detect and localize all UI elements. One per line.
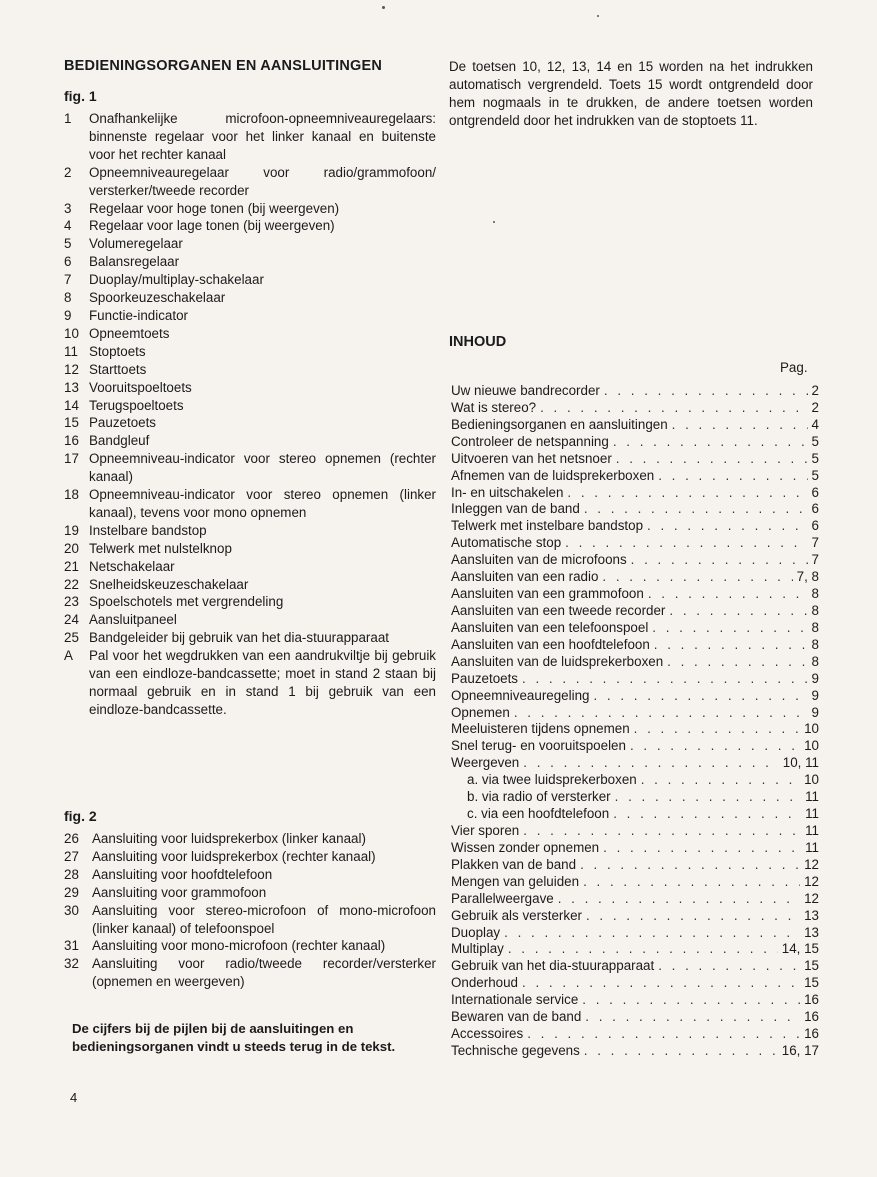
toc-page-number: 12 (804, 873, 819, 889)
toc-entry-label: Afnemen van de luidsprekerboxen (451, 467, 655, 483)
item-number: 17 (64, 451, 79, 467)
toc-page-number: 11 (805, 839, 819, 855)
toc-leader-dots (567, 485, 807, 502)
list-item (64, 629, 436, 647)
toc-entry-label: Uw nieuwe bandrecorder (451, 383, 600, 398)
list-item (64, 955, 436, 991)
toc-entry-label: Meeluisteren tijdens opnemen (451, 721, 630, 737)
toc-page-number: 4 (811, 416, 819, 432)
item-text: Snelheidskeuzeschakelaar (89, 576, 249, 592)
toc-row (451, 908, 819, 925)
toc-leader-dots (527, 1026, 800, 1043)
item-text: Opneemniveau-indicator voor stereo opnemen (linker kanaal), tevens voor mono opnemen (89, 487, 436, 520)
item-text: Aansluiting voor mono-microfoon (rechter kanaal) (92, 938, 386, 954)
toc-page-number: 10 (804, 738, 819, 754)
toc-entry-label: Aansluiten van een tweede recorder (451, 602, 666, 618)
toc-page-number: 5 (811, 433, 819, 449)
toc-leader-dots (667, 654, 807, 671)
list-item (64, 558, 436, 576)
toc-entry-label: Vier sporen (451, 822, 520, 838)
toc-leader-dots (585, 1009, 800, 1026)
toc-page-number: 6 (811, 501, 819, 517)
list-item (64, 397, 436, 415)
toc-page-number: 6 (811, 484, 819, 500)
toc-row (451, 806, 819, 823)
toc-page-number: 8 (811, 602, 819, 618)
item-number: 27 (64, 848, 79, 864)
toc-page-number: 2 (811, 399, 819, 415)
toc-leader-dots (648, 586, 808, 603)
toc-leader-dots (672, 417, 808, 434)
item-number: 26 (64, 831, 79, 846)
toc-leader-dots (658, 958, 800, 975)
toc-row (451, 654, 819, 671)
item-text: Regelaar voor hoge tonen (bij weergeven) (89, 200, 340, 216)
toc-leader-dots (615, 789, 801, 806)
toc-row (451, 941, 819, 958)
toc-entry-label: Onderhoud (451, 975, 519, 991)
toc-page-number: 8 (811, 619, 819, 635)
toc-page-number: 15 (804, 975, 819, 991)
item-number: 1 (64, 111, 72, 126)
toc-row (451, 620, 819, 637)
item-number: 25 (64, 630, 79, 646)
item-number: 6 (64, 254, 72, 270)
fig2-section (64, 808, 436, 991)
toc-leader-dots (583, 874, 800, 891)
item-number: 29 (64, 884, 79, 900)
item-number: A (64, 648, 73, 664)
list-item (64, 576, 436, 594)
item-text: Instelbare bandstop (89, 522, 207, 538)
toc-page-number: 7 (811, 535, 819, 551)
list-item (64, 200, 436, 218)
item-number: 13 (64, 379, 79, 395)
toc-leader-dots (540, 400, 807, 417)
toc-page-number: 5 (811, 467, 819, 483)
toc-row (451, 637, 819, 654)
item-number: 14 (64, 397, 79, 413)
toc-entry-label: Mengen van geluiden (451, 873, 580, 889)
toc-entry-label: Weergeven (451, 755, 520, 771)
toc-leader-dots (634, 721, 800, 738)
toc-page-number: 11 (805, 822, 819, 838)
item-text: Volumeregelaar (89, 236, 183, 252)
toc-row (451, 1043, 819, 1060)
toc-page-header: Pag. (780, 360, 808, 375)
fig2-label: fig. 2 (64, 808, 97, 824)
toc-leader-dots (652, 620, 807, 637)
item-number: 19 (64, 522, 79, 538)
toc-row (451, 688, 819, 705)
intro-paragraph: De toetsen 10, 12, 13, 14 en 15 worden na het indrukken automatisch vergrendeld. Toets 15 wordt ontgrendeld door hem nogmaals in te drukken, de andere toetsen worden ontgrendeld door het indrukken van de stoptoets 11. (449, 59, 813, 128)
item-text: Aansluiting voor luidsprekerbox (rechter kanaal) (92, 848, 376, 864)
item-number: 30 (64, 902, 79, 918)
toc-leader-dots (514, 705, 808, 722)
toc-entry-label: Opneemniveauregeling (451, 687, 590, 703)
toc-page-number: 7, 8 (796, 569, 819, 585)
list-item (64, 379, 436, 397)
toc-entry-label: Accessoires (451, 1026, 524, 1042)
left-column (64, 58, 436, 719)
toc-leader-dots (586, 908, 800, 925)
toc-page-number: 10, 11 (782, 755, 819, 771)
item-number: 7 (64, 272, 72, 288)
item-number: 10 (64, 325, 79, 341)
item-number: 21 (64, 558, 79, 574)
toc-entry-label: Bewaren van de band (451, 1009, 582, 1025)
list-item (64, 271, 436, 289)
toc-leader-dots (647, 518, 808, 535)
toc-page-number: 13 (804, 907, 819, 923)
toc-row (451, 485, 819, 502)
toc-row (451, 857, 819, 874)
toc-entry-label: Gebruik als versterker (451, 907, 582, 923)
list-item (64, 432, 436, 450)
toc-leader-dots (631, 552, 808, 569)
item-text: Aansluitpaneel (89, 612, 177, 628)
toc-leader-dots (654, 637, 808, 654)
toc-entry-label: Aansluiten van de microfoons (451, 552, 627, 568)
item-text: Aansluiting voor radio/tweede recorder/versterker (opnemen en weergeven) (92, 956, 436, 990)
toc-row (451, 1026, 819, 1043)
item-text: Opneemniveauregelaar voor radio/grammofoon/ versterker/tweede recorder (89, 164, 436, 198)
list-item (64, 866, 436, 884)
toc-page-number: 14, 15 (781, 941, 819, 957)
toc-row (451, 840, 819, 857)
toc-leader-dots (558, 891, 800, 908)
list-item (64, 343, 436, 361)
toc-entry-label: Gebruik van het dia-stuurapparaat (451, 958, 655, 974)
item-text: Vooruitspoeltoets (89, 379, 192, 395)
toc-entry-label: Aansluiten van een hoofdtelefoon (451, 636, 650, 652)
item-text: Terugspoeltoets (89, 397, 184, 413)
section-title: BEDIENINGSORGANEN EN AANSLUITINGEN (64, 58, 383, 74)
toc-page-number: 15 (804, 958, 819, 974)
item-number: 22 (64, 576, 79, 592)
toc-entry-label: a. via twee luidsprekerboxen (467, 772, 637, 788)
toc-page-number: 11 (805, 789, 819, 805)
toc-page-number: 16 (804, 1009, 819, 1025)
toc-leader-dots (613, 434, 808, 451)
toc-row (451, 958, 819, 975)
toc-entry-label: b. via radio of versterker (467, 789, 611, 805)
toc-entry-label: Parallelweergave (451, 890, 554, 906)
toc-page-number: 16 (804, 1026, 819, 1042)
toc-leader-dots (613, 806, 801, 823)
item-number: 24 (64, 612, 79, 628)
list-item (64, 593, 436, 611)
list-item (64, 937, 436, 955)
toc-row (451, 535, 819, 552)
toc-row (451, 451, 819, 468)
toc-leader-dots (584, 501, 808, 518)
toc-leader-dots (602, 569, 792, 586)
item-number: 5 (64, 236, 72, 252)
toc-row (451, 772, 819, 789)
toc-leader-dots (508, 941, 778, 958)
item-text: Regelaar voor lage tonen (bij weergeven) (89, 218, 335, 234)
item-text: Aansluiting voor stereo-microfoon of mono-microfoon (linker kanaal) of telefoonspoel (92, 902, 436, 936)
toc-row (451, 705, 819, 722)
fig1-label: fig. 1 (64, 88, 97, 104)
toc-row (451, 417, 819, 434)
toc-leader-dots (604, 383, 808, 400)
item-number: 31 (64, 938, 79, 954)
toc-entry-label: Opnemen (451, 704, 510, 720)
arrow-note: De cijfers bij de pijlen bij de aansluitingen en bedieningsorganen vindt u steeds terug in de tekst. (72, 1021, 396, 1054)
list-item (64, 253, 436, 271)
toc-page-number: 9 (811, 704, 819, 720)
toc-page-number: 2 (811, 383, 819, 398)
item-text: Netschakelaar (89, 558, 175, 574)
toc-row (451, 552, 819, 569)
toc-entry-label: Aansluiten van een grammofoon (451, 586, 644, 602)
item-text: Aansluiting voor grammofoon (92, 884, 267, 900)
toc-entry-label: Duoplay (451, 924, 501, 940)
list-item (64, 611, 436, 629)
list-item (64, 164, 436, 200)
toc-entry-label: Telwerk met instelbare bandstop (451, 518, 644, 534)
item-number: 3 (64, 200, 72, 216)
toc-page-number: 11 (805, 806, 819, 822)
toc-page-number: 12 (804, 856, 819, 872)
toc-page-number: 9 (811, 670, 819, 686)
toc-leader-dots (582, 992, 800, 1009)
toc-row (451, 569, 819, 586)
item-number: 32 (64, 956, 79, 972)
toc-row (451, 891, 819, 908)
list-item (64, 450, 436, 486)
toc-row (451, 434, 819, 451)
item-number: 4 (64, 218, 72, 234)
toc-row (451, 468, 819, 485)
toc-title: INHOUD (449, 334, 507, 350)
toc-entry-label: Aansluiten van de luidsprekerboxen (451, 653, 664, 669)
list-item (64, 361, 436, 379)
list-item (64, 848, 436, 866)
list-item (64, 647, 436, 719)
item-text: Bandgeleider bij gebruik van het dia-stuurapparaat (89, 630, 390, 646)
toc-row (451, 789, 819, 806)
toc-leader-dots (603, 840, 801, 857)
toc-row (451, 823, 819, 840)
scan-speck (382, 6, 385, 9)
toc-page-number: 13 (804, 924, 819, 940)
toc-leader-dots (616, 451, 808, 468)
toc-row (451, 518, 819, 535)
toc-leader-dots (669, 603, 807, 620)
toc-row (451, 738, 819, 755)
toc-leader-dots (641, 772, 800, 789)
item-text: Stoptoets (89, 343, 146, 359)
item-number: 28 (64, 866, 79, 882)
table-of-contents (451, 383, 819, 1060)
toc-entry-label: Aansluiten van een radio (451, 569, 599, 585)
toc-page-number: 16, 17 (781, 1042, 819, 1058)
list-item (64, 110, 436, 164)
list-item (64, 414, 436, 432)
toc-leader-dots (504, 925, 800, 942)
toc-entry-label: Aansluiten van een telefoonspoel (451, 619, 649, 635)
fig1-list (64, 110, 436, 719)
toc-row (451, 586, 819, 603)
toc-page-number: 16 (804, 992, 819, 1008)
toc-row (451, 992, 819, 1009)
toc-entry-label: c. via een hoofdtelefoon (467, 806, 610, 822)
list-item (64, 235, 436, 253)
toc-row (451, 1009, 819, 1026)
toc-row (451, 603, 819, 620)
list-item (64, 522, 436, 540)
item-text: Pal voor het wegdrukken van een aandrukviltje bij gebruik van een eindloze-bandcassette; moet in stand 2 staan bij normaal gebruik en in stand 1 bij gebruik van een eindloze-bandcassette. (89, 648, 436, 717)
toc-entry-label: Bedieningsorganen en aansluitingen (451, 416, 668, 432)
toc-entry-label: Controleer de netspanning (451, 433, 609, 449)
item-text: Telwerk met nulstelknop (89, 540, 232, 556)
toc-row (451, 671, 819, 688)
toc-leader-dots (523, 755, 779, 772)
toc-page-number: 5 (811, 450, 819, 466)
toc-leader-dots (523, 823, 801, 840)
toc-leader-dots (565, 535, 807, 552)
item-text: Spoelschotels met vergrendeling (89, 594, 284, 610)
toc-page-number: 10 (804, 721, 819, 737)
toc-row (451, 721, 819, 738)
toc-row (451, 925, 819, 942)
toc-leader-dots (593, 688, 807, 705)
toc-row (451, 755, 819, 772)
item-number: 8 (64, 290, 72, 306)
toc-entry-label: Multiplay (451, 941, 504, 957)
toc-row (451, 975, 819, 992)
toc-page-number: 12 (804, 890, 819, 906)
toc-entry-label: Pauzetoets (451, 670, 518, 686)
toc-leader-dots (630, 738, 800, 755)
item-number: 20 (64, 540, 79, 556)
list-item (64, 540, 436, 558)
toc-row (451, 874, 819, 891)
scan-speck (493, 221, 495, 223)
list-item (64, 902, 436, 938)
scan-speck (597, 15, 599, 17)
toc-entry-label: Technische gegevens (451, 1042, 580, 1058)
toc-page-number: 8 (811, 653, 819, 669)
toc-row (451, 400, 819, 417)
toc-leader-dots (658, 468, 807, 485)
toc-entry-label: In- en uitschakelen (451, 484, 564, 500)
toc-leader-dots (580, 857, 800, 874)
item-text: Aansluiting voor hoofdtelefoon (92, 866, 273, 882)
item-number: 12 (64, 361, 79, 377)
toc-entry-label: Uitvoeren van het netsnoer (451, 450, 612, 466)
toc-leader-dots (584, 1043, 778, 1060)
item-text: Aansluiting voor luidsprekerbox (linker kanaal) (92, 831, 366, 846)
item-number: 16 (64, 433, 79, 449)
toc-page-number: 8 (811, 586, 819, 602)
toc-leader-dots (522, 975, 800, 992)
toc-row (451, 383, 819, 400)
toc-entry-label: Wat is stereo? (451, 399, 537, 415)
list-item (64, 830, 436, 848)
item-text: Onafhankelijke microfoon-opneemniveauregelaars: binnenste regelaar voor het linker kanaal en buitenste voor het rechter kanaal (89, 111, 436, 162)
item-number: 11 (64, 343, 78, 359)
toc-page-number: 7 (811, 552, 819, 568)
item-text: Duoplay/multiplay-schakelaar (89, 272, 264, 288)
item-number: 18 (64, 487, 79, 503)
fig2-list (64, 830, 436, 991)
toc-entry-label: Snel terug- en vooruitspoelen (451, 738, 626, 754)
item-text: Opneemtoets (89, 325, 170, 341)
list-item (64, 217, 436, 235)
toc-entry-label: Plakken van de band (451, 856, 577, 872)
list-item (64, 289, 436, 307)
item-text: Bandgleuf (89, 433, 150, 449)
item-number: 23 (64, 594, 79, 610)
item-number: 15 (64, 415, 79, 431)
item-text: Pauzetoets (89, 415, 156, 431)
toc-row (451, 501, 819, 518)
toc-entry-label: Automatische stop (451, 535, 562, 551)
item-number: 9 (64, 307, 72, 323)
toc-entry-label: Wissen zonder opnemen (451, 839, 600, 855)
item-number: 2 (64, 164, 72, 180)
list-item (64, 884, 436, 902)
list-item (64, 486, 436, 522)
toc-page-number: 6 (811, 518, 819, 534)
item-text: Balansregelaar (89, 254, 180, 270)
list-item (64, 307, 436, 325)
page-number: 4 (70, 1090, 78, 1105)
toc-page-number: 10 (804, 772, 819, 788)
item-text: Starttoets (89, 361, 147, 377)
toc-page-number: 8 (811, 636, 819, 652)
toc-entry-label: Inleggen van de band (451, 501, 580, 517)
item-text: Functie-indicator (89, 307, 188, 323)
item-text: Opneemniveau-indicator voor stereo opnemen (rechter kanaal) (89, 451, 436, 485)
toc-entry-label: Internationale service (451, 992, 579, 1008)
toc-leader-dots (522, 671, 808, 688)
item-text: Spoorkeuzeschakelaar (89, 290, 226, 306)
toc-page-number: 9 (811, 687, 819, 703)
list-item (64, 325, 436, 343)
